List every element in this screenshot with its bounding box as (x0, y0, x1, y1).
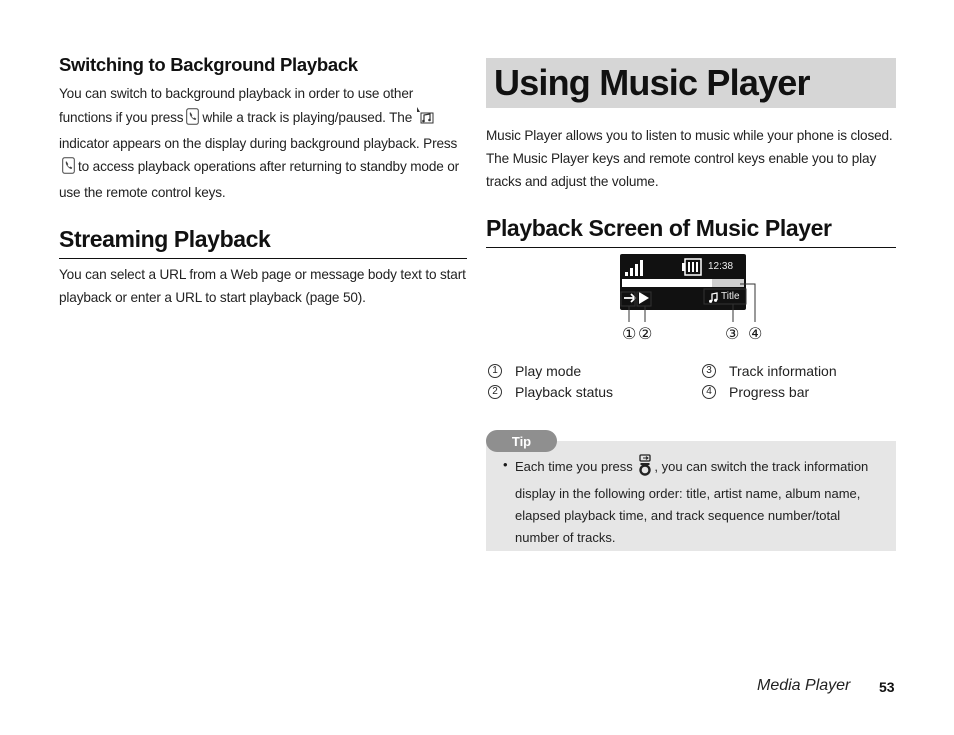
streaming-playback-heading: Streaming Playback (59, 226, 467, 259)
legend-item-progress-bar (702, 384, 809, 400)
legend-item-track-information (702, 363, 837, 379)
legend-label: Play mode (515, 363, 582, 379)
play-mode-and-status-icons (623, 291, 653, 305)
play-status-icon (639, 292, 649, 304)
tip-text-after: , you can switch the track information display in the following order: title, artist name, album name, elapsed playback time, and track sequence number/total number of tracks. (515, 459, 869, 545)
track-info-key-icon (637, 454, 653, 483)
progress-bar-fill (622, 279, 712, 287)
left-column (59, 54, 467, 309)
tip-text-before: Each time you press (515, 459, 633, 474)
legend-label: Track information (729, 363, 837, 379)
bg-text-part-1: You can switch to background playback in order to use other functions if you press (59, 86, 414, 125)
legend-number: 3 (702, 364, 716, 378)
screen-clock: 12:38 (708, 261, 734, 272)
background-playback-text (59, 82, 467, 204)
legend-item-play-mode (488, 363, 581, 379)
title-band (486, 58, 896, 108)
phone-key-icon (186, 108, 199, 132)
callout-number-4: ④ (748, 326, 763, 343)
legend-number: 4 (702, 385, 716, 399)
progress-bar (622, 279, 744, 287)
legend-label: Progress bar (729, 384, 810, 400)
phone-key-icon (62, 157, 75, 181)
background-playback-indicator-icon (415, 105, 435, 132)
bg-text-part-4: to access playback operations after returning to standby mode or use the remote control keys. (59, 159, 460, 200)
bg-text-part-2: while a track is playing/paused. The (202, 110, 413, 125)
signal-strength-icon (624, 257, 648, 277)
legend-label: Playback status (515, 384, 614, 400)
intro-text: Music Player allows you to listen to music while your phone is closed. The Music Player keys and remote control keys enable you to play tracks and adjust the volume. (486, 128, 893, 189)
page-number: 53 (879, 679, 895, 695)
tip-text (515, 454, 885, 549)
bg-text-part-3: indicator appears on the display during background playback. Press (59, 136, 458, 151)
page-title: Using Music Player (494, 62, 810, 103)
callout-number-2: ② (638, 326, 653, 343)
play-mode-icon (624, 294, 635, 302)
tip-label: Tip (486, 430, 557, 452)
tip-bullet: • (503, 457, 508, 472)
callout-number-1: ① (622, 326, 637, 343)
legend-item-playback-status (488, 384, 613, 400)
music-note-icon (707, 292, 719, 304)
callout-number-3: ③ (725, 326, 740, 343)
right-column (486, 58, 896, 248)
battery-icon (682, 257, 704, 277)
streaming-playback-text: You can select a URL from a Web page or message body text to start playback or enter a URL to start playback (page 50). (59, 267, 466, 305)
legend-number: 2 (488, 385, 502, 399)
footer-section-label: Media Player (757, 677, 851, 694)
screen-track-title: Title (721, 291, 740, 302)
background-playback-heading: Switching to Background Playback (59, 54, 358, 75)
playback-screen-heading: Playback Screen of Music Player (486, 215, 896, 248)
legend-number: 1 (488, 364, 502, 378)
playback-screen-illustration (620, 254, 746, 310)
